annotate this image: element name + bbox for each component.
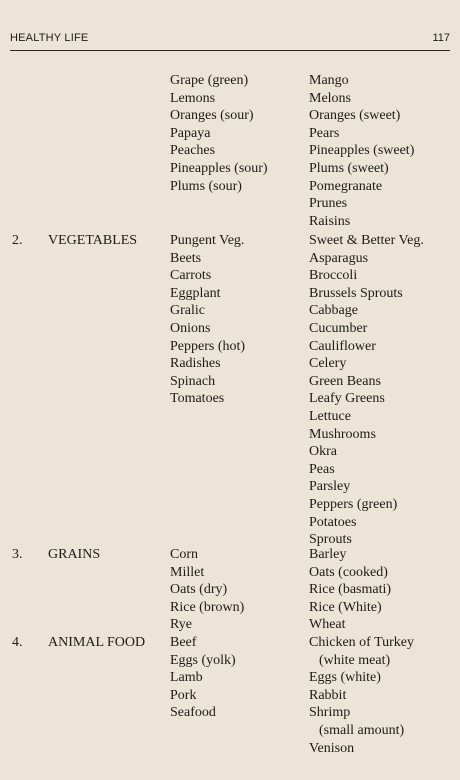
list-item: Okra xyxy=(309,444,337,460)
list-item: Chicken of Turkey xyxy=(309,635,414,650)
column-a-list xyxy=(170,634,236,722)
list-item: Mango xyxy=(309,73,349,88)
list-item: Rabbit xyxy=(309,687,347,703)
list-item: Peaches xyxy=(170,143,216,159)
list-item: Gralic xyxy=(170,303,205,319)
list-item: Seafood xyxy=(170,705,216,721)
column-a-list xyxy=(170,232,245,408)
column-a-list xyxy=(170,546,244,634)
list-item: Rice (brown) xyxy=(170,599,245,615)
column-b-list xyxy=(309,634,414,757)
show-through-shading xyxy=(60,80,150,81)
list-item-continuation: (small amount) xyxy=(319,722,405,738)
list-item: Barley xyxy=(309,547,347,562)
list-item: Lemons xyxy=(170,90,216,106)
list-item: Peppers (green) xyxy=(309,496,398,512)
list-item: Onions xyxy=(170,320,211,336)
list-item: Beef xyxy=(170,635,197,650)
running-title: HEALTHY LIFE xyxy=(10,32,89,44)
section-category: GRAINS xyxy=(48,547,101,562)
list-item: Asparagus xyxy=(309,250,369,266)
list-item: Rye xyxy=(170,617,192,633)
list-item: Eggs (yolk) xyxy=(170,652,236,668)
list-item: Mushrooms xyxy=(309,426,376,442)
list-item: Pork xyxy=(170,687,197,703)
list-item: Rice (White) xyxy=(309,599,382,615)
column-b-list xyxy=(309,72,414,230)
list-item: Wheat xyxy=(309,617,346,633)
list-item: Sprouts xyxy=(309,532,352,548)
list-item: Carrots xyxy=(170,268,212,284)
list-item: Plums (sour) xyxy=(170,178,242,194)
list-item: Raisins xyxy=(309,213,351,229)
list-item: Tomatoes xyxy=(170,391,225,407)
list-item: Papaya xyxy=(170,125,211,141)
section-number: 2. xyxy=(12,233,23,248)
list-item: Melons xyxy=(309,90,351,106)
page-number: 117 xyxy=(432,32,450,44)
column-a-list xyxy=(170,72,268,195)
list-item: Venison xyxy=(309,740,355,756)
list-item: Sweet & Better Veg. xyxy=(309,233,424,248)
list-item: Pineapples (sweet) xyxy=(309,143,415,159)
list-item: Cucumber xyxy=(309,320,368,336)
list-item: Beets xyxy=(170,250,202,266)
list-item: Pears xyxy=(309,125,340,141)
list-item: Spinach xyxy=(170,373,216,389)
list-item: Prunes xyxy=(309,196,348,212)
list-item: Parsley xyxy=(309,479,351,495)
section-category: VEGETABLES xyxy=(48,233,138,248)
list-item: Grape (green) xyxy=(170,73,249,88)
section-number: 3. xyxy=(12,547,23,562)
list-item: Eggplant xyxy=(170,285,221,301)
list-item: Peas xyxy=(309,461,335,477)
list-item: Eggs (white) xyxy=(309,670,381,686)
list-item: Broccoli xyxy=(309,268,358,284)
list-item: Pungent Veg. xyxy=(170,233,245,248)
list-item: Radishes xyxy=(170,356,221,372)
list-item: Oranges (sour) xyxy=(170,108,254,124)
list-item: Pineapples (sour) xyxy=(170,160,268,176)
list-item: Lettuce xyxy=(309,408,351,424)
section-category: ANIMAL FOOD xyxy=(48,635,146,650)
list-item: Shrimp xyxy=(309,705,351,721)
list-item: Oranges (sweet) xyxy=(309,108,401,124)
list-item: Corn xyxy=(170,547,198,562)
list-item: Cauliflower xyxy=(309,338,376,354)
list-item: Rice (basmati) xyxy=(309,582,392,598)
section-number: 4. xyxy=(12,635,23,650)
list-item: Cabbage xyxy=(309,303,358,319)
list-item: Green Beans xyxy=(309,373,381,389)
column-b-list xyxy=(309,232,424,549)
list-item: Leafy Greens xyxy=(309,391,385,407)
list-item: Brussels Sprouts xyxy=(309,285,403,301)
list-item: Pomegranate xyxy=(309,178,383,194)
list-item: Lamb xyxy=(170,670,203,686)
column-b-list xyxy=(309,546,391,634)
list-item: Millet xyxy=(170,564,205,580)
list-item: Peppers (hot) xyxy=(170,338,246,354)
running-header xyxy=(10,30,450,51)
list-item: Plums (sweet) xyxy=(309,160,389,176)
list-item-continuation: (white meat) xyxy=(319,652,391,668)
list-item: Oats (cooked) xyxy=(309,564,388,580)
list-item: Oats (dry) xyxy=(170,582,228,598)
list-item: Celery xyxy=(309,356,347,372)
list-item: Potatoes xyxy=(309,514,357,530)
